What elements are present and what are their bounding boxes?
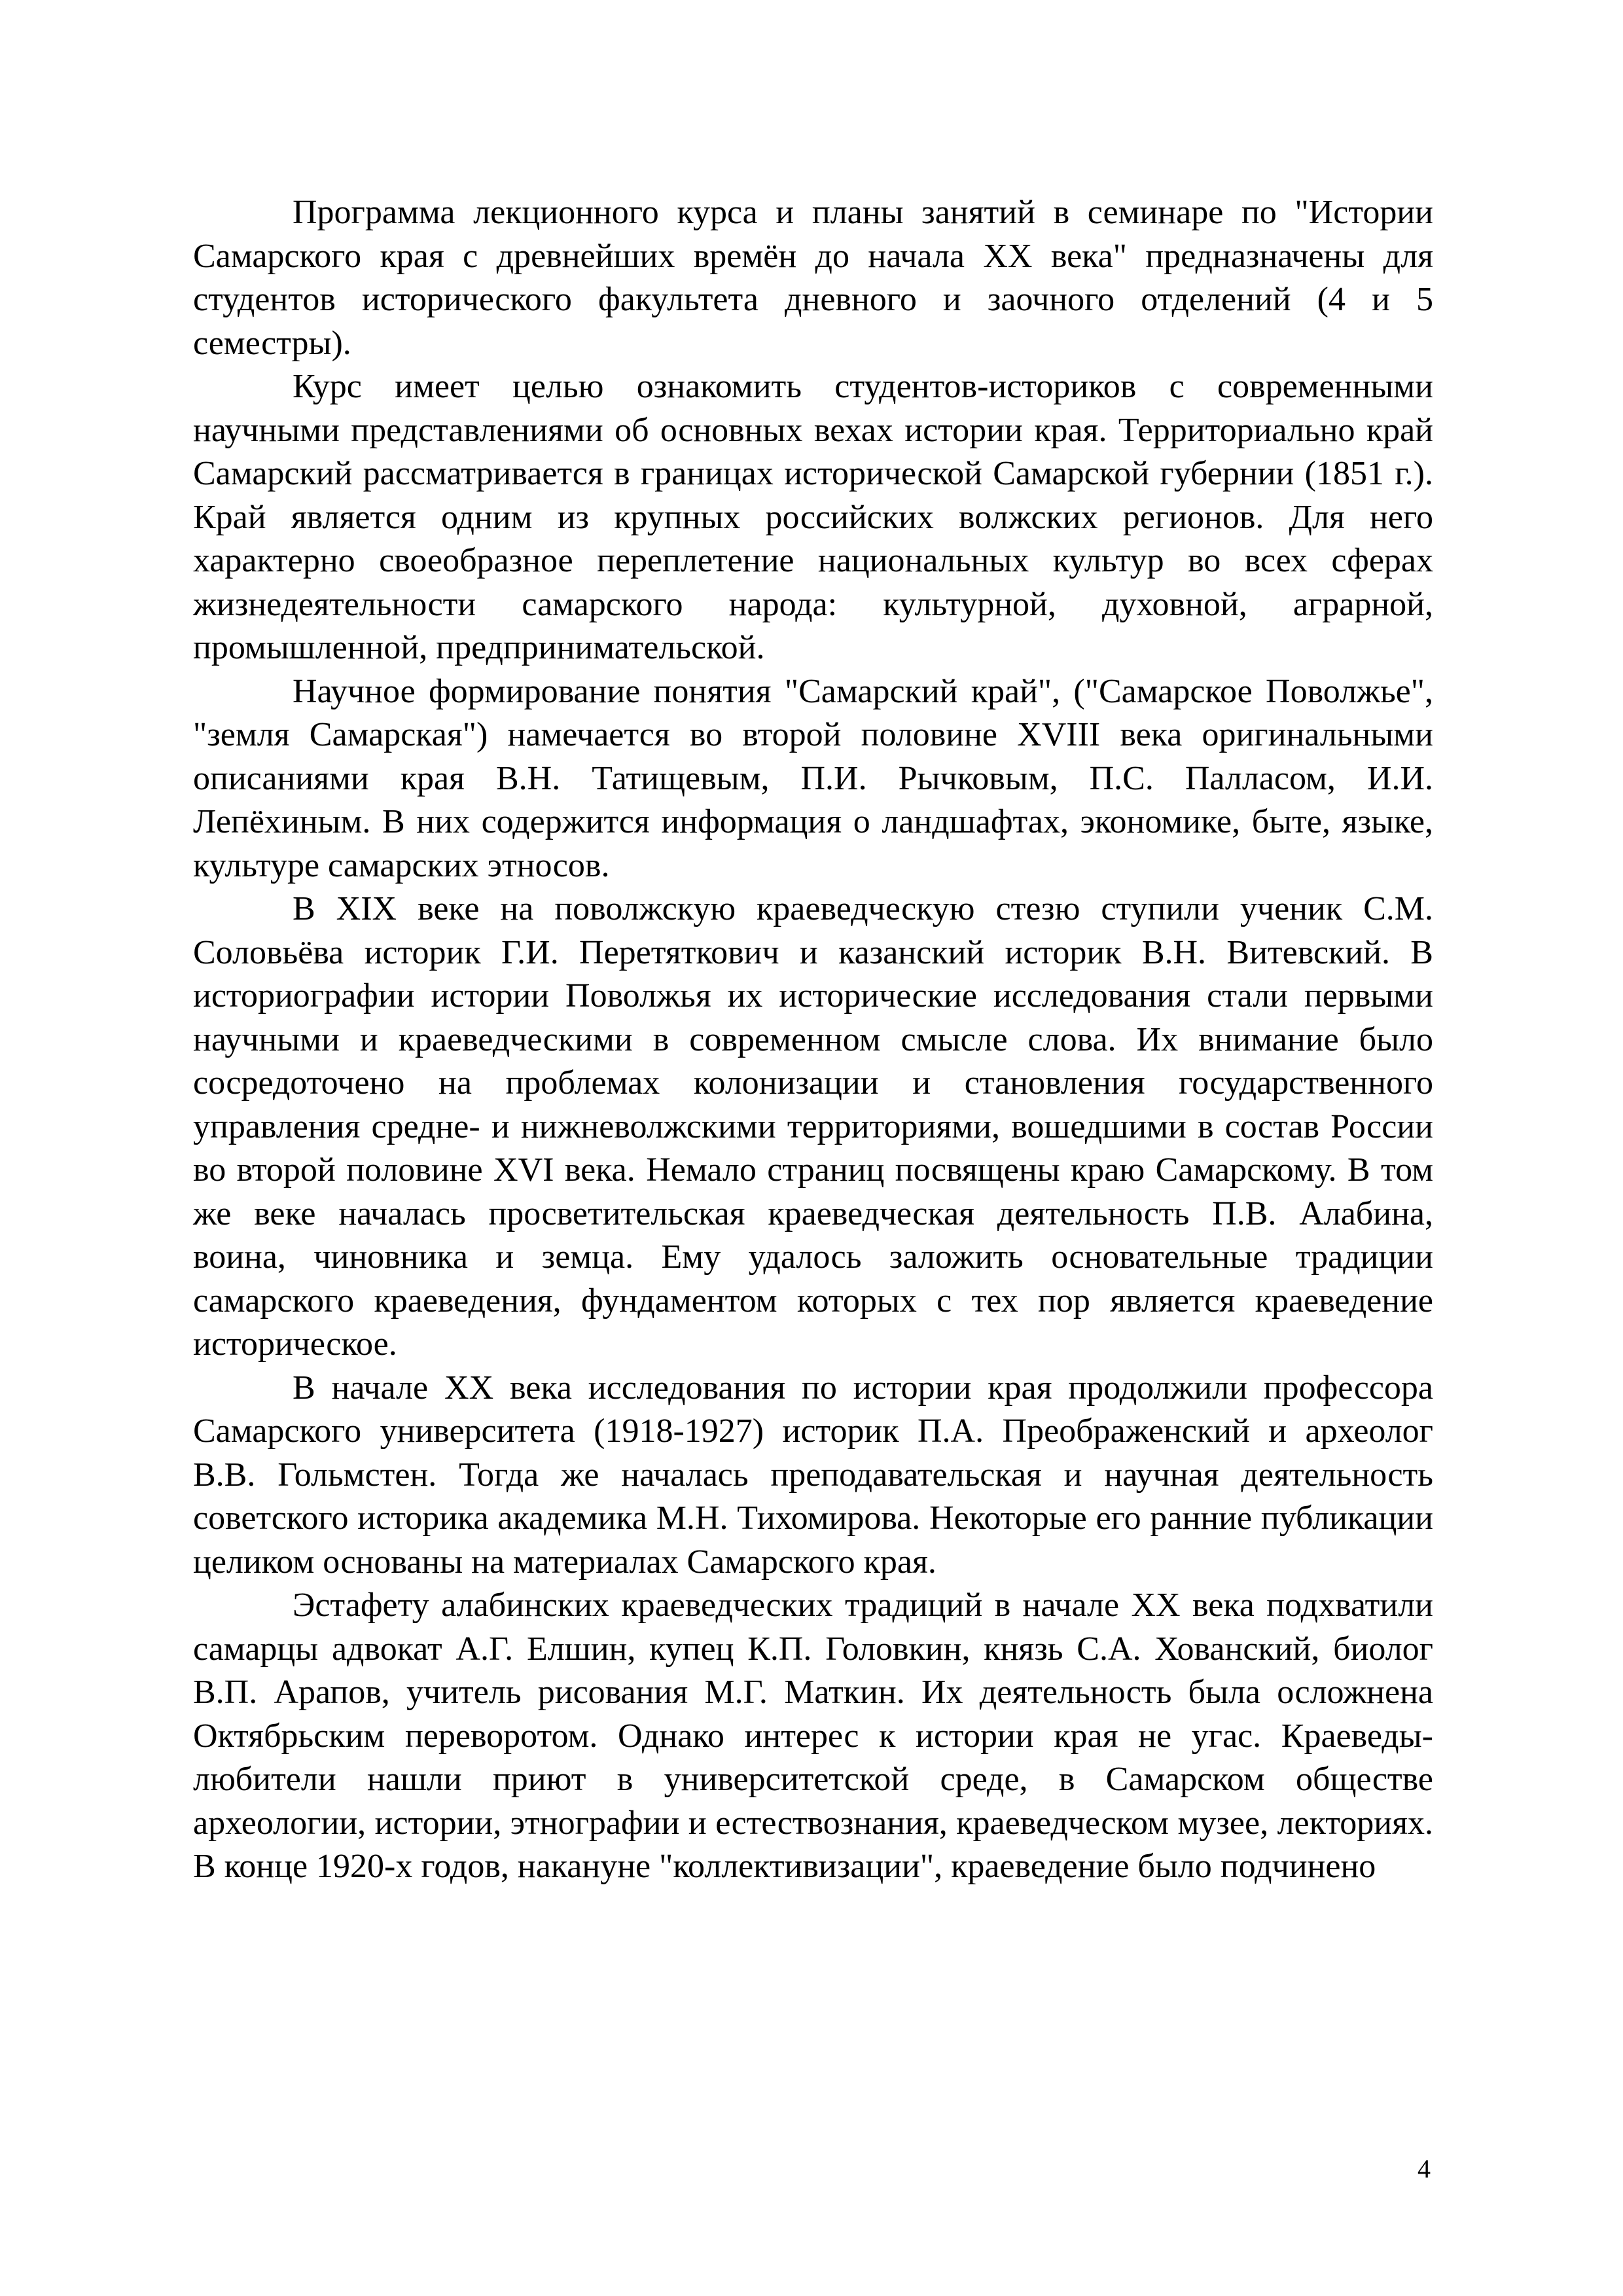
paragraph-program-intro: Программа лекционного курса и планы занятий в семинаре по "Истории Самарского края с древнейших времён до начала XX века" предназначены для студентов исторического факультета дневного и заочного отделений (4 и 5 семестры). [193,194,1433,362]
paragraph-course-goal: Курс имеет целью ознакомить студентов-историков с современными научными представлениями об основных вехах истории края. Территориально край Самарский рассматривается в границах исторической Самарской губернии (1851 г.). Край является одним из крупных российских волжских регионов. Для него характерно своеобразное переплетение национальных культур во всех сферах жизнедеятельности самарского народа: культурной, духовной, аграрной, промышленной, предпринимательской. [193,368,1433,666]
body-text [193,191,1433,1889]
paragraph-nineteenth-century: В XIX веке на поволжскую краеведческую стезю ступили ученик С.М. Соловьёва историк Г.И. Перетяткович и казанский историк В.Н. Витевский. В историографии истории Поволжья их исторические исследования стали первыми научными и краеведческими в современном смысле слова. Их внимание было сосредоточено на проблемах колонизации и становления государственного управления средне- и нижневолжскими территориями, вошедшими в состав России во второй половине XVI века. Немало страниц посвящены краю Самарскому. В том же веке началась просветительская краеведческая деятельность П.В. Алабина, воина, чиновника и земца. Ему удалось заложить основательные традиции самарского краеведения, фундаментом которых с тех пор является краеведение историческое. [193,890,1433,1363]
page-number: 4 [1418,2154,1431,2183]
paragraph-alabin-traditions: Эстафету алабинских краеведческих традиций в начале XX века подхватили самарцы адвокат А.Г. Елшин, купец К.П. Головкин, князь С.А. Хованский, биолог В.П. Арапов, учитель рисования М.Г. Маткин. Их деятельность была осложнена Октябрьским переворотом. Однако интерес к истории края не угас. Краеведы-любители нашли приют в университетской среде, в Самарском обществе археологии, истории, этнографии и естествознания, краеведческом музее, лекториях. В конце 1920-х годов, накануне "коллективизации", краеведение было подчинено [193,1587,1433,1885]
paragraph-scientific-formation: Научное формирование понятия "Самарский край", ("Самарское Поволжье", "земля Самарская") намечается во второй половине XVIII века оригинальными описаниями края В.Н. Татищевым, П.И. Рычковым, П.С. Палласом, И.И. Лепёхиным. В них содержится информация о ландшафтах, экономике, быте, языке, культуре самарских этносов. [193,672,1433,884]
paragraph-early-twentieth-century: В начале XX века исследования по истории края продолжили профессора Самарского университета (1918-1927) историк П.А. Преображенский и археолог В.В. Гольмстен. Тогда же началась преподавательская и научная деятельность советского историка академика М.Н. Тихомирова. Некоторые его ранние публикации целиком основаны на материалах Самарского края. [193,1369,1433,1581]
